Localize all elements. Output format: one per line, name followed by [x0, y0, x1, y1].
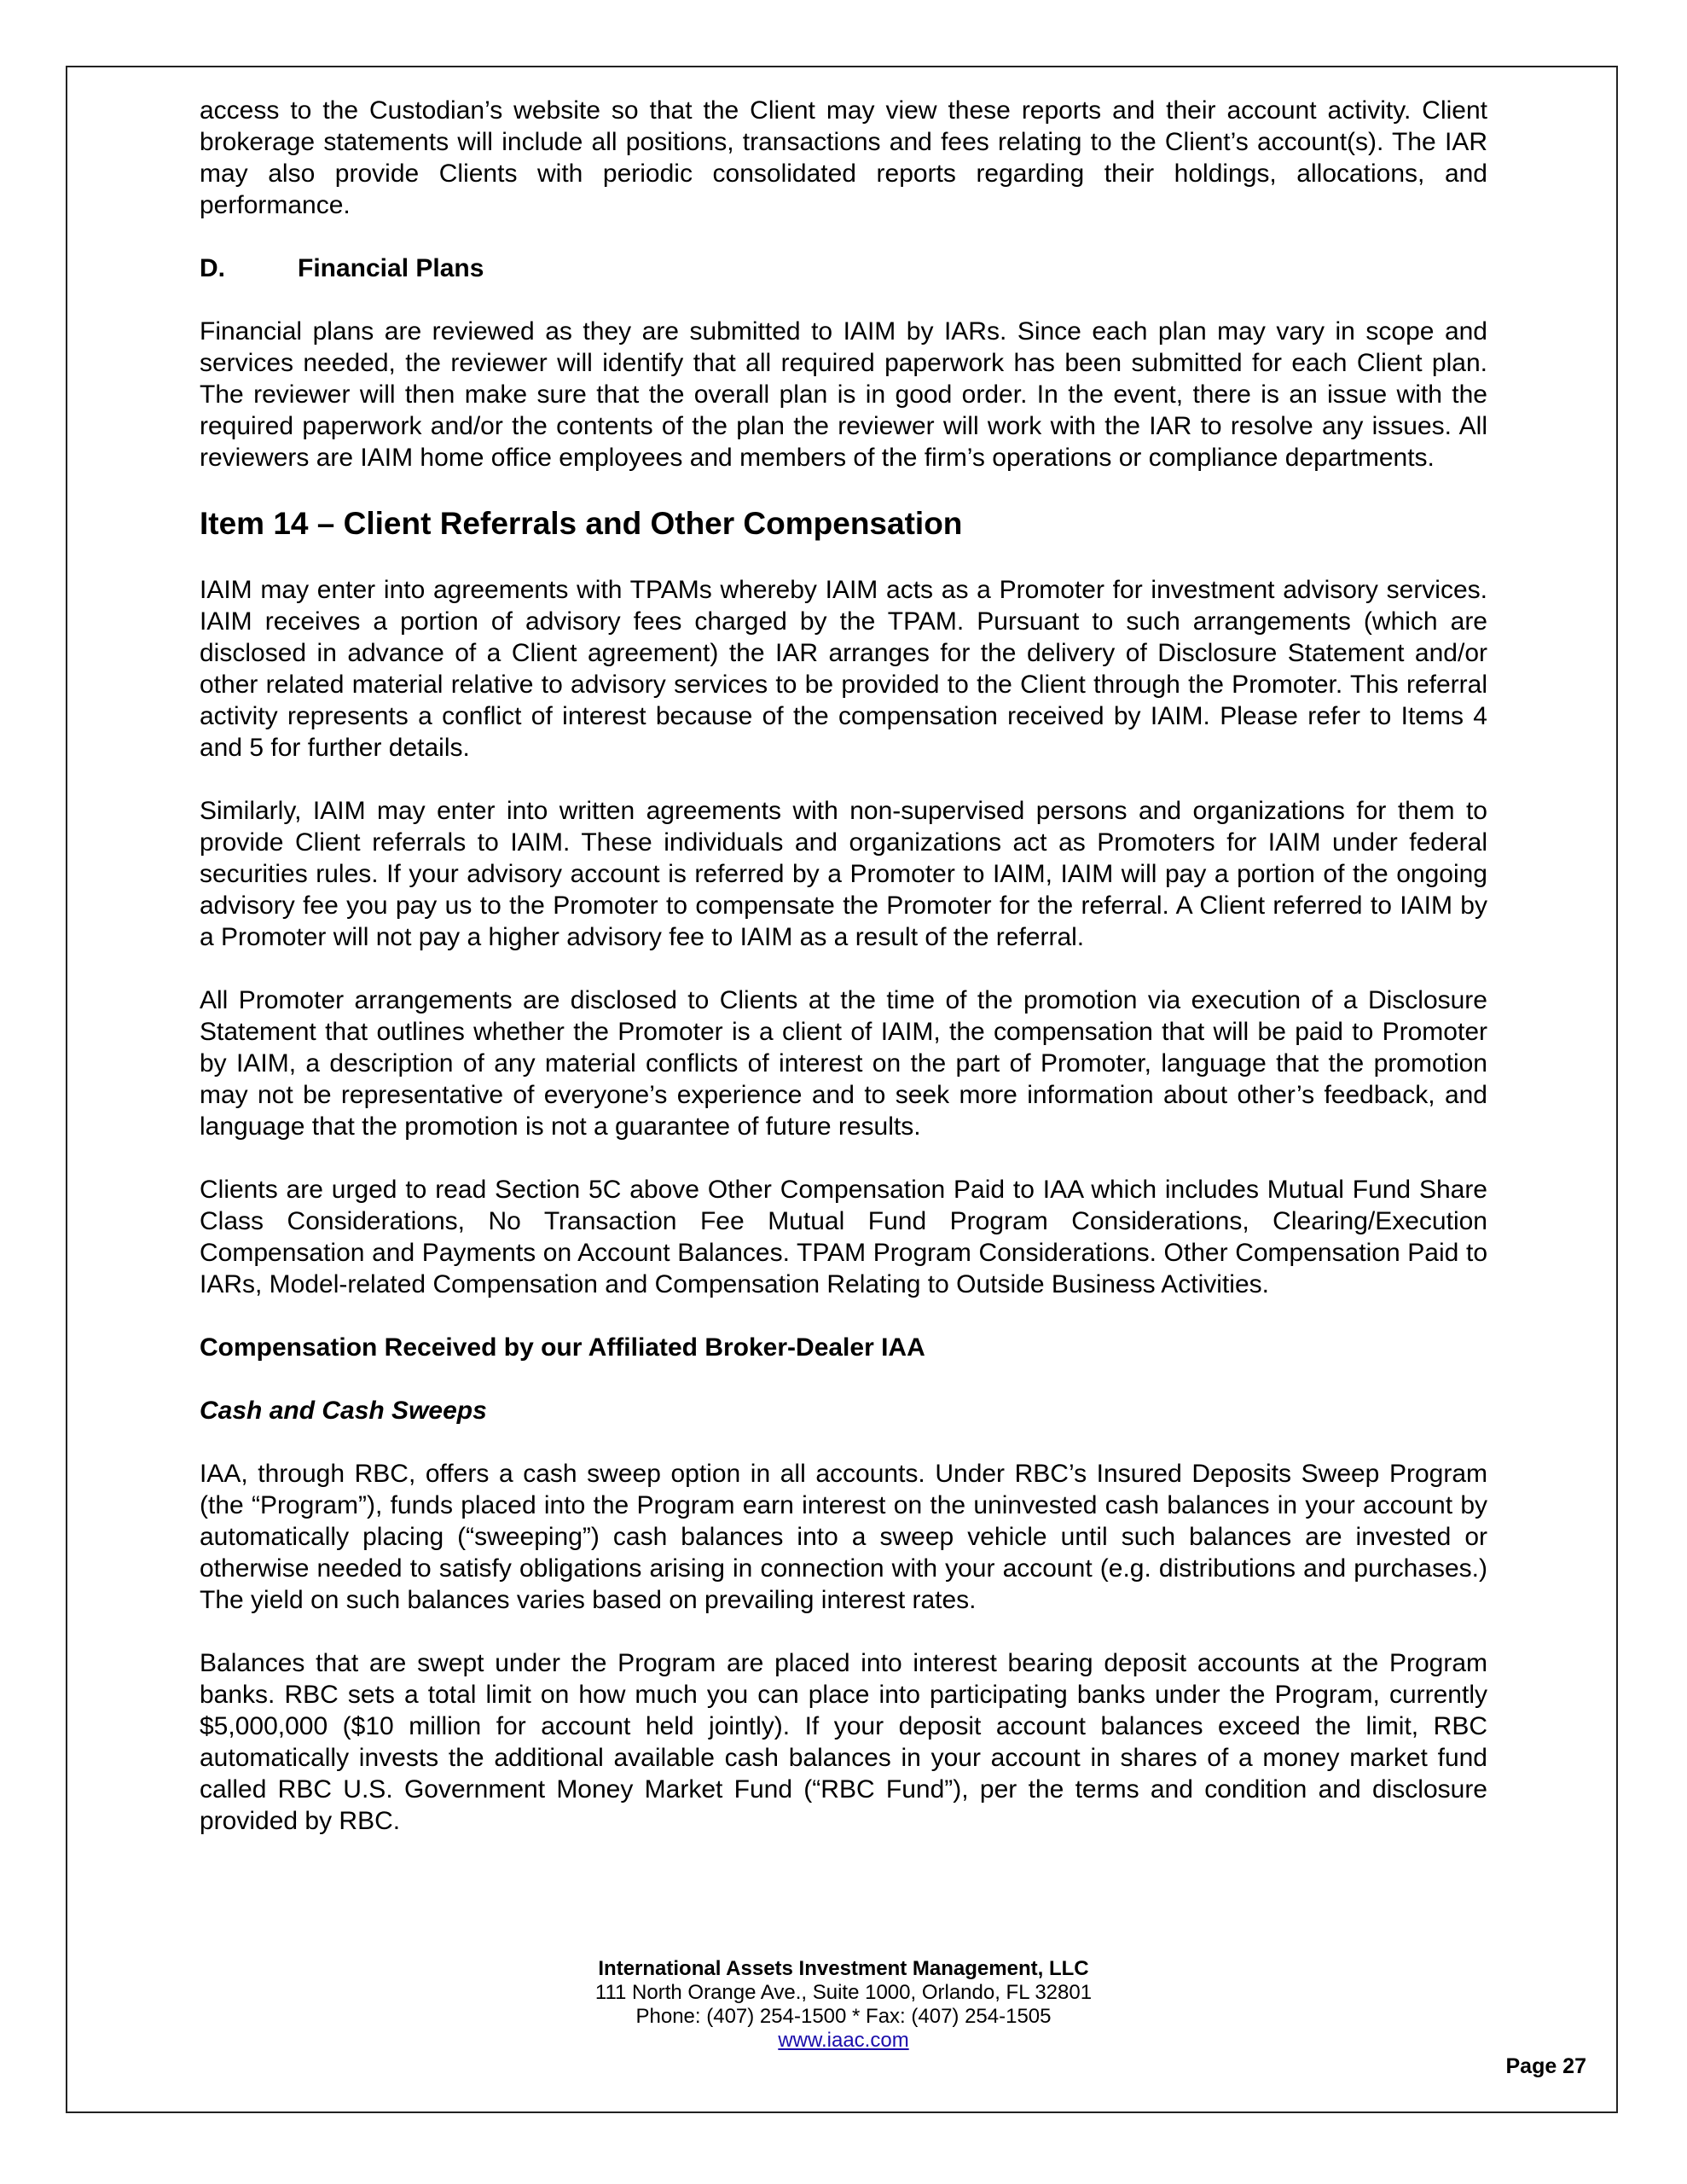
paragraph-intro: access to the Custodian’s website so that the Client may view these reports and their account activity. Client brokerage statements will include all positions, transactions and fees relating to the Client’s account(s). The IAR may also provide Clients with periodic consolidated reports regarding their holdings, allocations, and performance. [200, 96, 1487, 219]
paragraph-item14-1: IAIM may enter into agreements with TPAMs whereby IAIM acts as a Promoter for investment advisory services. IAIM receives a portion of advisory fees charged by the TPAM. Pursuant to such arrangements (which are disclosed in advance of a Client agreement) the IAR arranges for the delivery of Disclosure Statement and/or other related material relative to advisory services to be provided to the Client through the Promoter. This referral activity represents a conflict of interest because of the compensation received by IAIM. Please refer to Items 4 and 5 for further details. [200, 576, 1487, 762]
footer-company: International Assets Investment Management, LLC [598, 1957, 1089, 1980]
footer-address: 111 North Orange Ave., Suite 1000, Orlando, FL 32801 [594, 1981, 1093, 2004]
paragraph-cash-2: Balances that are swept under the Program are placed into interest bearing deposit accounts at the Program banks. RBC sets a total limit on how much you can place into participating banks under the Program, currently $5,000,000 ($10 million for account held jointly). If your deposit account balances exceed the limit, RBC automatically invests the additional available cash balances in your account in shares of a money market fund called RBC U.S. Government Money Market Fund (“RBC Fund”), per the terms and condition and disclosure provided by RBC. [200, 1649, 1487, 1835]
paragraph-financial-plans: Financial plans are reviewed as they are submitted to IAIM by IARs. Since each plan may vary in scope and services needed, the reviewer will identify that all required paperwork has been submitted for each Client plan. The reviewer will then make sure that the overall plan is in good order. In the event, there is an issue with the required paperwork and/or the contents of the plan the reviewer will work with the IAR to resolve any issues. All reviewers are IAIM home office employees and members of the firm’s operations or compliance departments. [200, 317, 1487, 472]
page-footer [0, 1957, 1687, 2053]
paragraph-item14-3: All Promoter arrangements are disclosed to Clients at the time of the promotion via execution of a Disclosure Statement that outlines whether the Promoter is a client of IAIM, the compensation that will be paid to Promoter by IAIM, a description of any material conflicts of interest on the part of Promoter, language that the promotion may not be representative of everyone’s experience and to seek more information about other’s feedback, and language that the promotion is not a guarantee of future results. [200, 986, 1487, 1141]
paragraph-cash-1: IAA, through RBC, offers a cash sweep option in all accounts. Under RBC’s Insured Deposits Sweep Program (the “Program”), funds placed into the Program earn interest on the uninvested cash balances in your account by automatically placing (“sweeping”) cash balances into a sweep vehicle until such balances are invested or otherwise needed to satisfy obligations arising in connection with your account (e.g. distributions and purchases.) The yield on such balances varies based on prevailing interest rates. [200, 1460, 1487, 1614]
section-d-letter: D. [200, 254, 225, 282]
section-d-title: Financial Plans [298, 254, 484, 282]
footer-website-link[interactable]: www.iaac.com [778, 2029, 909, 2052]
page-number: Page 27 [1505, 2054, 1586, 2078]
footer-phone-fax: Phone: (407) 254-1500 * Fax: (407) 254-1505 [635, 2005, 1052, 2028]
cash-sweeps-heading: Cash and Cash Sweeps [200, 1397, 487, 1425]
paragraph-item14-2: Similarly, IAIM may enter into written agreements with non-supervised persons and organizations for them to provide Client referrals to IAIM. These individuals and organizations act as Promoters for IAIM under federal securities rules. If your advisory account is referred by a Promoter to IAIM, IAIM will pay a portion of the ongoing advisory fee you pay us to the Promoter to compensate the Promoter for the referral. A Client referred to IAIM by a Promoter will not pay a higher advisory fee to IAIM as a result of the referral. [200, 797, 1487, 951]
item-14-heading: Item 14 – Client Referrals and Other Compensation [200, 506, 963, 541]
paragraph-item14-4: Clients are urged to read Section 5C above Other Compensation Paid to IAA which includes Mutual Fund Share Class Considerations, No Transaction Fee Mutual Fund Program Considerations, Clearing/Execution Compensation and Payments on Account Balances. TPAM Program Considerations. Other Compensation Paid to IARs, Model-related Compensation and Compensation Relating to Outside Business Activities. [200, 1176, 1487, 1298]
compensation-heading: Compensation Received by our Affiliated Broker-Dealer IAA [200, 1333, 925, 1362]
section-d-heading [200, 253, 1487, 284]
document-body [200, 95, 1487, 1868]
